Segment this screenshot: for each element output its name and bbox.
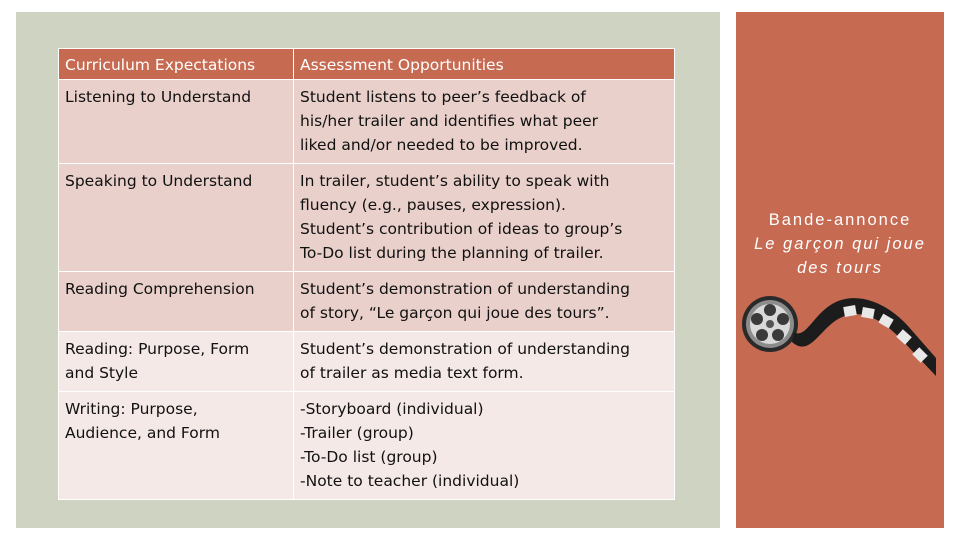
assessment-cell: [294, 332, 675, 392]
table-row: [59, 80, 675, 164]
assessment-line: of trailer as media text form.: [300, 364, 524, 382]
expectation-cell: Listening to Understand: [59, 80, 294, 164]
assessment-line: In trailer, student’s ability to speak with: [300, 172, 610, 190]
assessment-line: of story, “Le garçon qui joue des tours”.: [300, 304, 610, 322]
assessment-line: -Note to teacher (individual): [300, 472, 520, 490]
table-row: [59, 392, 675, 500]
expectation-cell: Reading Comprehension: [59, 272, 294, 332]
assessment-line: Student’s contribution of ideas to group’s: [300, 220, 623, 238]
assessment-line: Student’s demonstration of understanding: [300, 280, 630, 298]
assessment-line: his/her trailer and identifies what peer: [300, 112, 599, 130]
header-curriculum-expectations: Curriculum Expectations: [59, 49, 294, 80]
table-row: [59, 272, 675, 332]
sidebar-title: [736, 208, 944, 280]
assessment-cell: [294, 392, 675, 500]
expectation-line: Audience, and Form: [65, 424, 220, 442]
expectation-line: Reading: Purpose, Form: [65, 340, 250, 358]
table-row: [59, 164, 675, 272]
expectation-line: and Style: [65, 364, 139, 382]
expectation-cell: [59, 332, 294, 392]
table-row: [59, 332, 675, 392]
sidebar-title-line: des tours: [797, 259, 883, 277]
assessment-line: -Trailer (group): [300, 424, 414, 442]
assessment-cell: [294, 164, 675, 272]
assessment-line: fluency (e.g., pauses, expression).: [300, 196, 566, 214]
assessment-line: Student listens to peer’s feedback of: [300, 88, 586, 106]
film-reel-icon: [740, 288, 936, 380]
assessment-cell: [294, 80, 675, 164]
header-assessment-opportunities: Assessment Opportunities: [294, 49, 675, 80]
table-header-row: [59, 49, 675, 80]
expectation-line: Writing: Purpose,: [65, 400, 198, 418]
assessment-line: -To-Do list (group): [300, 448, 438, 466]
assessment-cell: [294, 272, 675, 332]
assessment-line: To-Do list during the planning of trailer.: [300, 244, 604, 262]
expectation-cell: [59, 392, 294, 500]
curriculum-table: [58, 48, 675, 500]
assessment-line: liked and/or needed to be improved.: [300, 136, 583, 154]
assessment-line: -Storyboard (individual): [300, 400, 484, 418]
expectation-cell: Speaking to Understand: [59, 164, 294, 272]
sidebar-title-line: Le garçon qui joue: [754, 235, 926, 253]
sidebar-title-line: Bande-annonce: [768, 211, 912, 229]
assessment-line: Student’s demonstration of understanding: [300, 340, 630, 358]
